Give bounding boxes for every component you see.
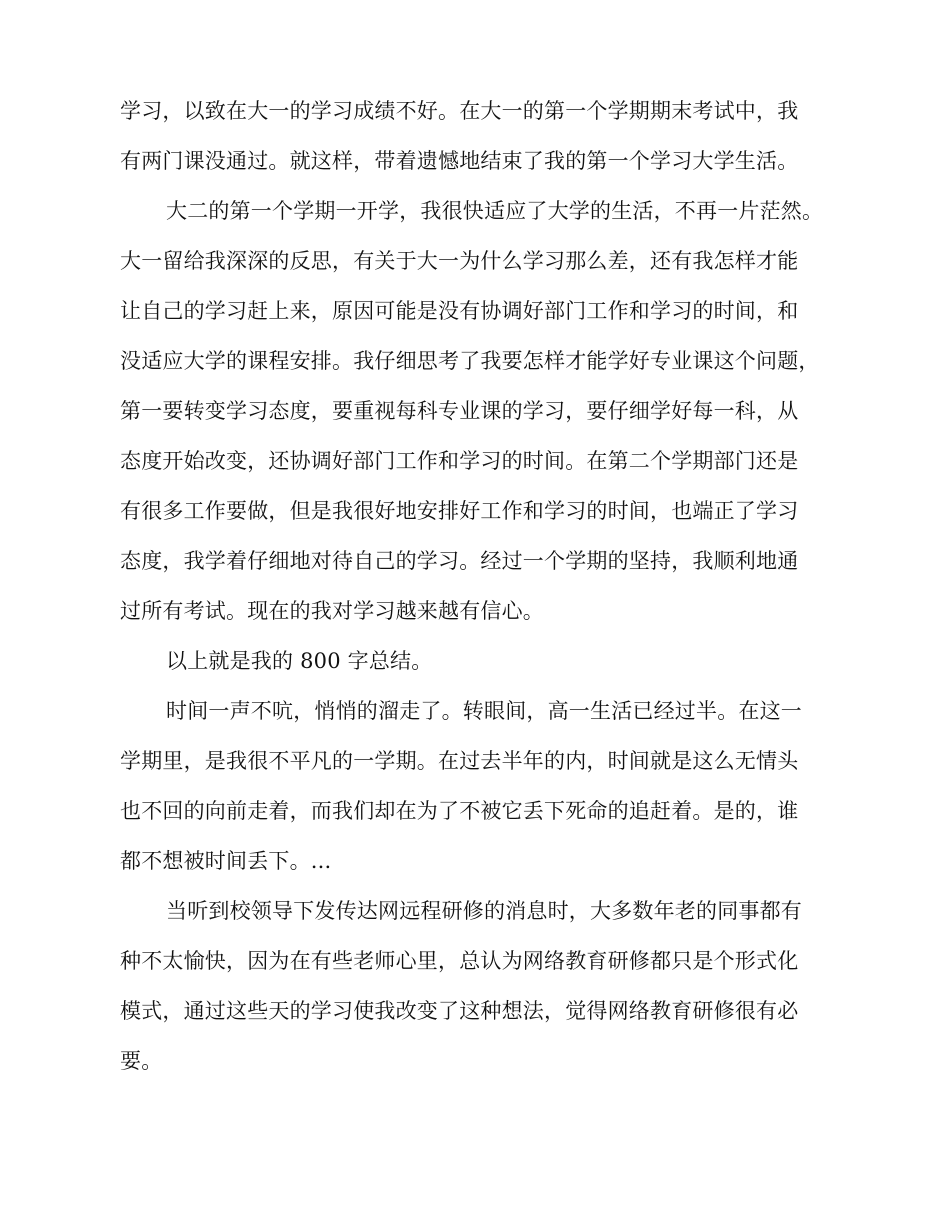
text-line: 当听到校领导下发传达网远程研修的消息时，大多数年老的同事都有 xyxy=(166,899,802,923)
text-line: 大二的第一个学期一开学，我很快适应了大学的生活，不再一片茫然。 xyxy=(166,199,824,223)
text-line: 让自己的学习赶上来，原因可能是没有协调好部门工作和学习的时间，和 xyxy=(120,299,799,323)
text-line: 时间一声不吭，悄悄的溜走了。转眼间，高一生活已经过半。在这一 xyxy=(166,699,802,723)
text-line: 要。 xyxy=(120,1049,163,1073)
text-line: 有很多工作要做，但是我很好地安排好工作和学习的时间，也端正了学习 xyxy=(120,499,799,523)
paragraph-5 xyxy=(120,886,844,1086)
text-line: 种不太愉快，因为在有些老师心里，总认为网络教育研修都只是个形式化 xyxy=(120,949,799,973)
text-line: 态度，我学着仔细地对待自己的学习。经过一个学期的坚持，我顺利地通 xyxy=(120,549,799,573)
paragraph-4 xyxy=(120,686,844,886)
text-line: 也不回的向前走着，而我们却在为了不被它丢下死命的追赶着。是的，谁 xyxy=(120,799,799,823)
text-line: 学期里，是我很不平凡的一学期。在过去半年的内，时间就是这么无情头 xyxy=(120,749,799,773)
paragraph-1 xyxy=(120,86,844,186)
text-line: 有两门课没通过。就这样，带着遗憾地结束了我的第一个学习大学生活。 xyxy=(120,149,799,173)
text-line: 没适应大学的课程安排。我仔细思考了我要怎样才能学好专业课这个问题， xyxy=(120,349,820,373)
text-line: 态度开始改变，还协调好部门工作和学习的时间。在第二个学期部门还是 xyxy=(120,449,799,473)
text-line: 以上就是我的 800 字总结。 xyxy=(166,649,433,673)
paragraph-2 xyxy=(120,186,844,636)
text-line: 大一留给我深深的反思，有关于大一为什么学习那么差，还有我怎样才能 xyxy=(120,249,799,273)
text-line: 学习，以致在大一的学习成绩不好。在大一的第一个学期期末考试中，我 xyxy=(120,99,799,123)
text-line: 第一要转变学习态度，要重视每科专业课的学习，要仔细学好每一科，从 xyxy=(120,399,799,423)
text-line: 模式，通过这些天的学习使我改变了这种想法，觉得网络教育研修很有必 xyxy=(120,999,799,1023)
paragraph-3 xyxy=(120,636,844,686)
text-line: 过所有考试。现在的我对学习越来越有信心。 xyxy=(120,599,544,623)
text-line: 都不想被时间丢下。... xyxy=(120,849,332,873)
